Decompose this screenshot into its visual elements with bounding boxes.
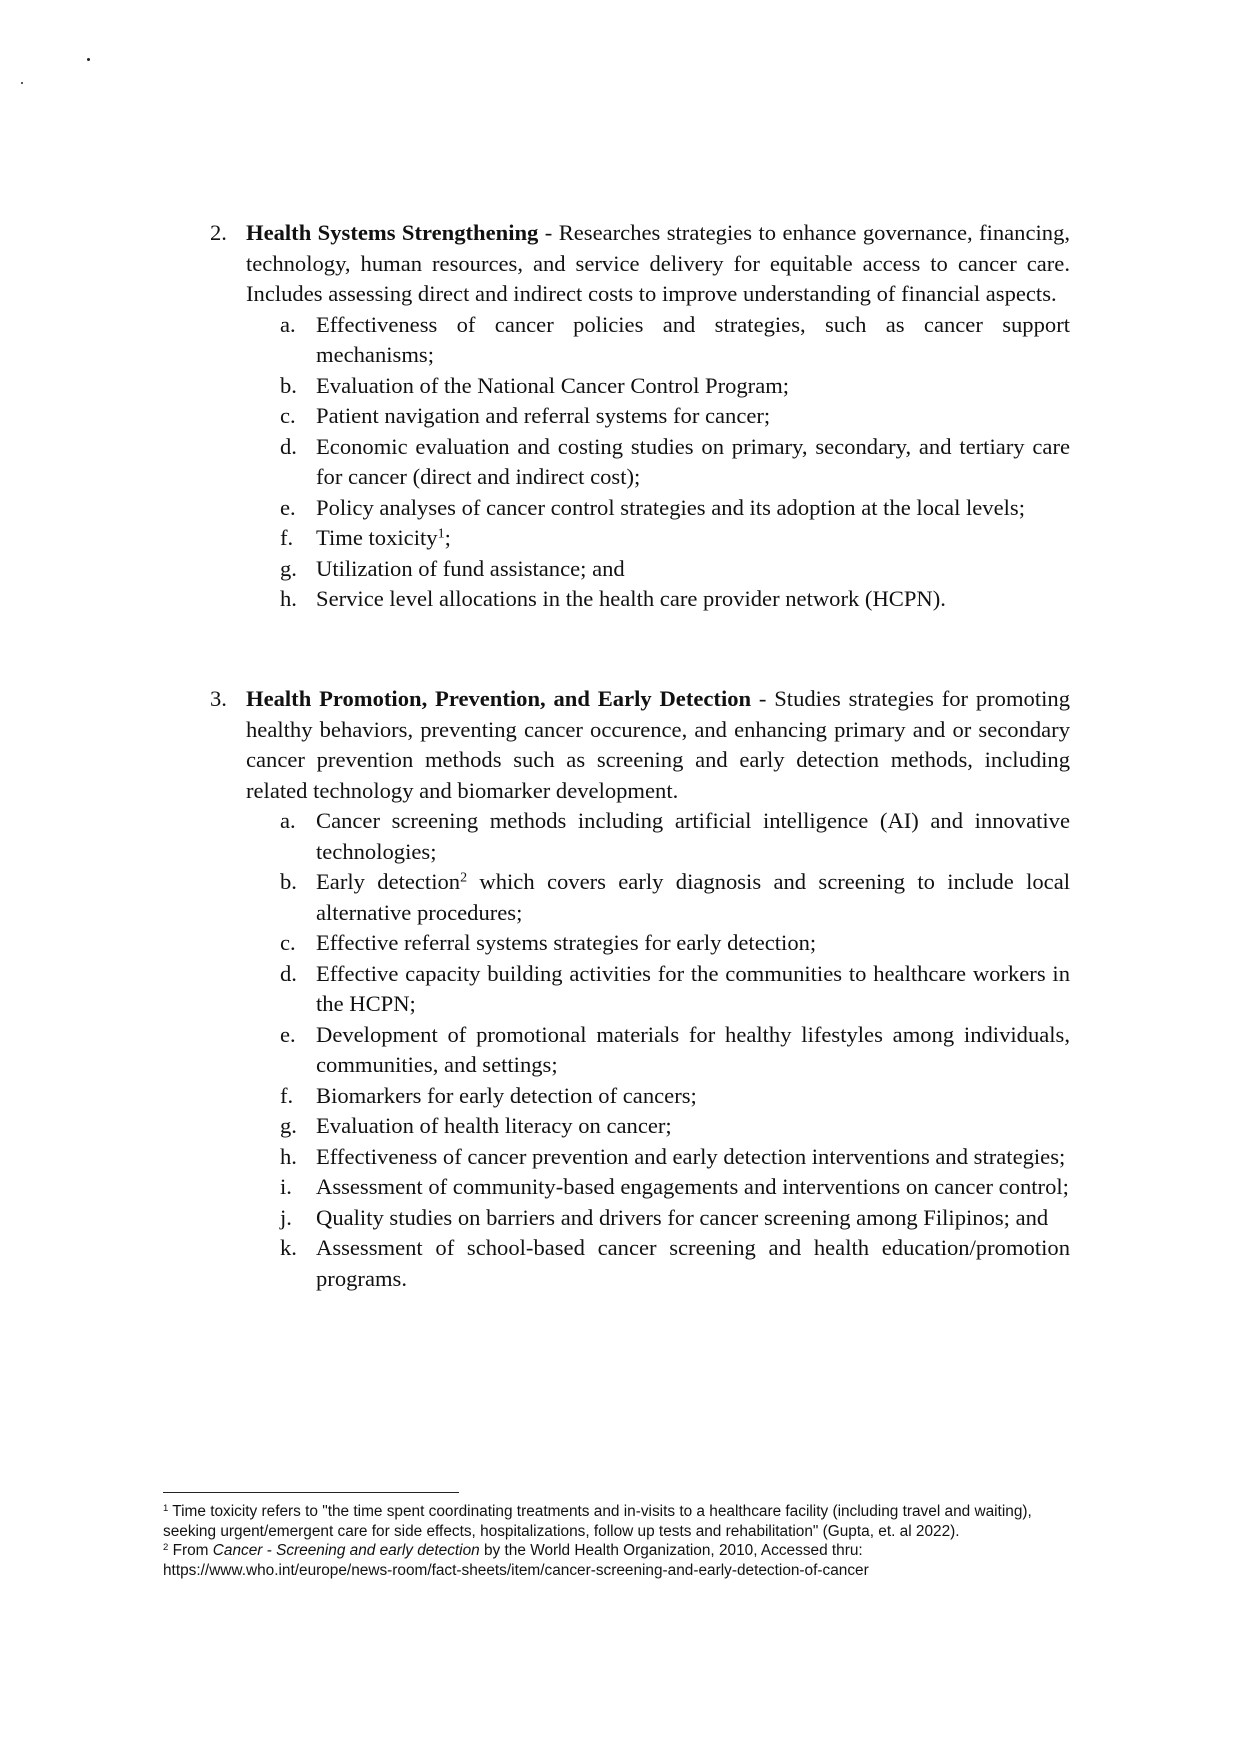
subtopic-label: b. <box>280 869 297 894</box>
subtopic-item <box>280 493 1070 524</box>
subtopic-item <box>280 959 1070 1020</box>
subtopic-label: b. <box>280 372 297 398</box>
subtopic-label: f. <box>280 525 294 550</box>
section-intro <box>246 218 1070 310</box>
subtopic-list <box>210 310 1070 615</box>
subtopic-label: g. <box>280 1113 297 1138</box>
section-description: Studies strategies for promoting healthy behaviors, preventing cancer occurence, and enhancing primary and or secondary cancer prevention methods such as screening and early detection methods, including related technology and biomarker development. <box>246 686 1070 803</box>
subtopic-item <box>280 867 1070 928</box>
subtopic-item <box>280 1233 1070 1294</box>
subtopic-text: Effective referral systems strategies for early detection; <box>316 930 817 955</box>
subtopic-item <box>280 310 1070 371</box>
section-number: 2. <box>210 220 227 245</box>
subtopic-text: Evaluation of the National Cancer Control Program; <box>316 372 790 398</box>
subtopic-label: a. <box>280 311 296 337</box>
subtopic-item <box>280 554 1070 585</box>
subtopic-label: a. <box>280 808 296 833</box>
section-title: Health Promotion, Prevention, and Early Detection <box>246 686 752 711</box>
footnote-reference: 1 <box>437 526 445 542</box>
subtopic-item <box>280 928 1070 959</box>
subtopic-text: Cancer screening methods including artificial intelligence (AI) and innovative technologies; <box>316 808 1070 864</box>
subtopic-item <box>280 523 1070 554</box>
subtopic-item <box>280 432 1070 493</box>
footnote-source-title: Cancer - Screening and early detection <box>212 1542 480 1560</box>
subtopic-item <box>280 1142 1070 1173</box>
title-separator: - <box>751 686 775 711</box>
subtopic-text: Time toxicity <box>316 525 438 550</box>
subtopic-label: h. <box>280 586 297 611</box>
subtopic-text: Patient navigation and referral systems for cancer; <box>316 403 771 428</box>
footnote-suffix: by the World Health Organization, 2010, Accessed thru: https://www.who.int/europe/news-room/fact-sheets/item/cancer-screening-and-early-detection-of-cancer <box>163 1542 869 1579</box>
section-description: Researches strategies to enhance governance, financing, technology, human resources, and service delivery for equitable access to cancer care. Includes assessing direct and indirect costs to improve understanding of financial aspects. <box>246 220 1071 306</box>
footnote-marker: 1 <box>163 1502 169 1514</box>
footnote-prefix: From <box>168 1542 213 1560</box>
subtopic-text: Effective capacity building activities for the communities to healthcare workers in the HCPN; <box>316 960 1070 1016</box>
subtopic-text: Early detection <box>316 869 461 894</box>
subtopic-label: i. <box>280 1174 292 1199</box>
subtopic-text: Evaluation of health literacy on cancer; <box>316 1113 672 1138</box>
subtopic-label: h. <box>280 1143 297 1169</box>
subtopic-label: j. <box>280 1204 292 1230</box>
subtopic-text: Utilization of fund assistance; and <box>316 555 625 581</box>
subtopic-text: Service level allocations in the health care provider network (HCPN). <box>316 586 946 611</box>
subtopic-text-after: ; <box>444 525 451 550</box>
subtopic-label: d. <box>280 960 297 986</box>
subtopic-label: e. <box>280 1021 296 1047</box>
subtopic-label: k. <box>280 1235 297 1260</box>
subtopic-label: d. <box>280 433 297 459</box>
subtopic-text: Quality studies on barriers and drivers for cancer screening among Filipinos; and <box>316 1204 1049 1230</box>
scan-speck <box>21 82 23 84</box>
subtopic-label: f. <box>280 1082 294 1108</box>
subtopic-item <box>280 584 1070 615</box>
subtopic-text: Biomarkers for early detection of cancers; <box>316 1082 697 1108</box>
subtopic-item <box>280 1111 1070 1142</box>
subtopic-item <box>280 401 1070 432</box>
footnotes <box>163 1502 1043 1580</box>
footnote-2 <box>163 1541 1043 1580</box>
subtopic-text: Effectiveness of cancer prevention and early detection interventions and strategies; <box>316 1143 1066 1169</box>
section-health-promotion-prevention-early-detection <box>210 684 1070 1294</box>
scan-speck <box>87 58 90 61</box>
subtopic-item <box>280 1081 1070 1112</box>
subtopic-item <box>280 371 1070 402</box>
footnote-marker: 2 <box>163 1541 169 1553</box>
footnote-1 <box>163 1502 1043 1541</box>
subtopic-label: c. <box>280 403 296 428</box>
section-health-systems-strengthening <box>210 218 1070 615</box>
subtopic-text: Economic evaluation and costing studies on primary, secondary, and tertiary care for cancer (direct and indirect cost); <box>316 433 1070 489</box>
subtopic-label: e. <box>280 494 296 520</box>
subtopic-label: c. <box>280 930 296 955</box>
title-separator: - <box>538 220 559 245</box>
subtopic-text: Assessment of community-based engagements and interventions on cancer control; <box>316 1174 1069 1199</box>
section-intro <box>246 684 1070 806</box>
subtopic-text: Policy analyses of cancer control strategies and its adoption at the local levels; <box>316 494 1025 520</box>
subtopic-label: g. <box>280 555 297 581</box>
subtopic-item <box>280 1172 1070 1203</box>
section-number: 3. <box>210 686 227 711</box>
subtopic-text-after: which covers early diagnosis and screening to include local alternative procedures; <box>316 869 1070 925</box>
footnote-text: Time toxicity refers to "the time spent coordinating treatments and in-visits to a healthcare facility (including travel and waiting), seeking urgent/emergent care for side effects, hospitalizations, follow up tests and rehabilitation" (Gupta, et. al 2022). <box>163 1503 1032 1540</box>
subtopic-text: Effectiveness of cancer policies and strategies, such as cancer support mechanisms; <box>316 311 1070 367</box>
subtopic-text: Assessment of school-based cancer screening and health education/promotion programs. <box>316 1235 1070 1291</box>
subtopic-list <box>210 806 1070 1294</box>
subtopic-text: Development of promotional materials for healthy lifestyles among individuals, communities, and settings; <box>316 1021 1070 1077</box>
footnote-reference: 2 <box>460 870 468 886</box>
footnote-separator <box>163 1492 459 1493</box>
subtopic-item <box>280 806 1070 867</box>
section-title: Health Systems Strengthening <box>246 220 539 245</box>
subtopic-item <box>280 1020 1070 1081</box>
subtopic-item <box>280 1203 1070 1234</box>
